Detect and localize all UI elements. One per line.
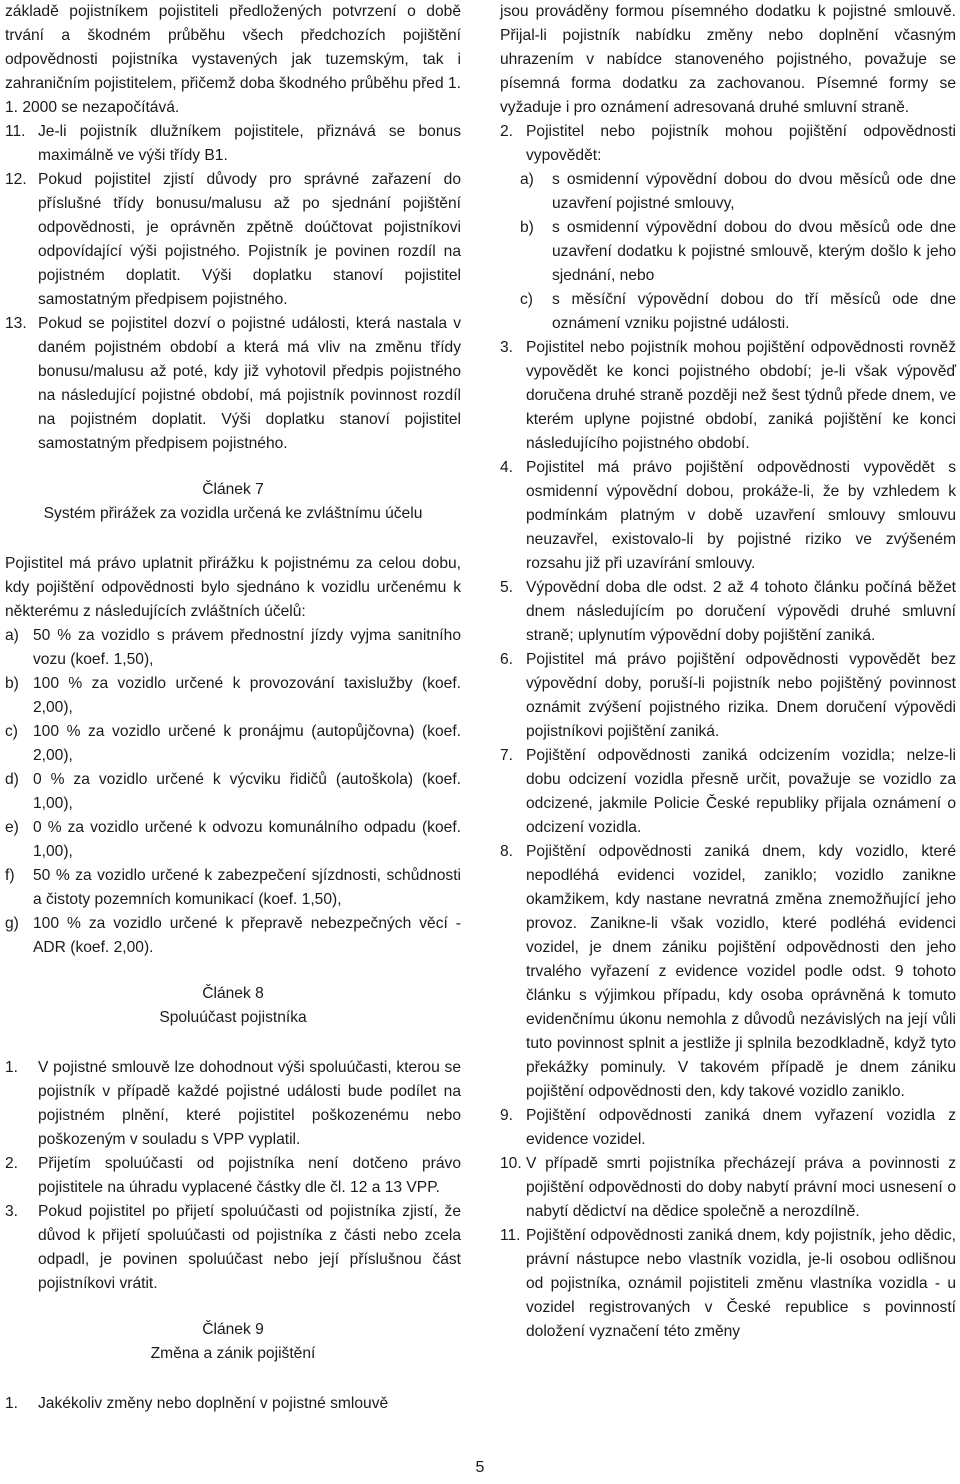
clause-text: Výpovědní doba dle odst. 2 až 4 tohoto článku počíná běžet dnem následujícím po doručení výpovědi druhé smluvní straně; uplynutím výpovědní doby pojištění zaniká. xyxy=(526,579,956,644)
item-text: 0 % za vozidlo určené k odvozu komunálního odpadu (koef. 1,00), xyxy=(33,819,461,860)
clause-item xyxy=(500,1152,956,1224)
continued-paragraph: základě pojistníkem pojistiteli předložených potvrzení o době trvání a škodném průběhu všech předchozích pojištění odpovědnosti pojistníka vystavených jak tuzemským, tak i zahraničním pojistitelem, přičemž doba škodného průběhu před 1. 1. 2000 se nezapočítává. xyxy=(5,3,461,116)
clause-text: Pokud pojistitel po přijetí spoluúčasti od pojistníka zjistí, že důvod k přijetí spoluúčasti od pojistníka z části nebo zcela odpadl, je povinen spoluúčast nebo její příslušnou část pojistníkovi vrátit. xyxy=(38,1203,461,1292)
clause-number: 5. xyxy=(500,579,514,596)
clause-text: Pojistitel má právo pojištění odpovědnosti vypovědět s osmidenní výpovědní dobou, prokáže-li, že by vzhledem k podmínkám platným v době uzavření smlouvy smlouvu neuzavřel, existovalo-li by pojistné riziko ve zvýšeném rozsahu již při uzavírání smlouvy. xyxy=(526,459,956,572)
clause-number: 12. xyxy=(5,171,27,188)
clause-item xyxy=(500,120,956,168)
item-letter: b) xyxy=(5,675,19,692)
item-text: 0 % za vozidlo určené k výcviku řidičů (autoškola) (koef. 1,00), xyxy=(33,771,461,812)
item-letter: c) xyxy=(520,291,533,308)
surcharge-item xyxy=(5,624,461,672)
clause-text: Pokud se pojistitel dozví o pojistné události, která nastala v daném pojistném období a která má vliv na změnu třídy bonusu/malusu až poté, kdy již vyhotovil předpis pojistného na následující pojistné období, má pojistník povinnost rozdíl na pojistném doplatit. Výši doplatku stanoví pojistitel samostatným předpisem pojistného. xyxy=(38,315,461,452)
continued-paragraph: jsou prováděny formou písemného dodatku k pojistné smlouvě. Přijal-li pojistník nabídku změny nebo doplnění včasným uhrazením v nabídce stanoveného pojistného, považuje se písemná forma dodatku za zachovanou. Písemné formy se vyžaduje i pro oznámení adresovaná druhé smluvní straně. xyxy=(500,3,956,116)
left-column xyxy=(5,0,461,1416)
article-8-title: Článek 8 xyxy=(202,985,264,1002)
clause-item xyxy=(500,744,956,840)
clause-number: 6. xyxy=(500,651,514,668)
item-letter: f) xyxy=(5,867,15,884)
clause-number: 13. xyxy=(5,315,27,332)
surcharge-item xyxy=(5,864,461,912)
article-7-subtitle: Systém přirážek za vozidla určená ke zvláštnímu účelu xyxy=(43,505,423,522)
clause-item xyxy=(5,1392,461,1416)
clause-text: V případě smrti pojistníka přecházejí práva a povinnosti z pojištění odpovědnosti do doby nabytí právní moci usnesení o nabytí dědictví na dědice společně a nerozdílně. xyxy=(526,1155,956,1220)
item-letter: a) xyxy=(520,171,534,188)
clause-item xyxy=(500,840,956,1104)
clause-number: 7. xyxy=(500,747,514,764)
item-text: 100 % za vozidlo určené k pronájmu (autopůjčovna) (koef. 2,00), xyxy=(33,723,461,764)
clause-number: 1. xyxy=(5,1059,19,1076)
clause-text: Je-li pojistník dlužníkem pojistitele, přiznává se bonus maximálně ve výši třídy B1. xyxy=(38,123,461,164)
clause-item xyxy=(5,1200,461,1296)
item-letter: a) xyxy=(5,627,19,644)
item-text: 50 % za vozidlo určené k zabezpečení sjízdnosti, schůdnosti a čistoty pozemních komunikací (koef. 1,50), xyxy=(33,867,461,908)
item-text: s osmidenní výpovědní dobou do dvou měsíců ode dne uzavření dodatku k pojistné smlouvě, kterým došlo k jeho sjednání, nebo xyxy=(552,219,956,284)
clause-text: Pojištění odpovědnosti zaniká odcizením vozidla; nelze-li dobu odcizení vozidla přesně určit, považuje se vozidlo za odcizené, jakmile Policie České republiky přijala oznámení o odcizení vozidla. xyxy=(526,747,956,836)
surcharge-item xyxy=(5,816,461,864)
article-9-subtitle: Změna a zánik pojištění xyxy=(150,1345,316,1362)
clause-text: Pojistitel má právo pojištění odpovědnosti vypovědět bez výpovědní doby, poruší-li pojistník nebo pojištěný povinnost oznámit zvýšení pojistného rizika. Dnem doručení výpovědi pojistníkovi pojištění zaniká. xyxy=(526,651,956,740)
clause-text: Jakékoliv změny nebo doplnění v pojistné smlouvě xyxy=(38,1395,389,1412)
clause-text: Pojištění odpovědnosti zaniká dnem vyřazení vozidla z evidence vozidel. xyxy=(526,1107,956,1148)
item-text: 100 % za vozidlo určené k provozování taxislužby (koef. 2,00), xyxy=(33,675,461,716)
clause-text: Pojištění odpovědnosti zaniká dnem, kdy vozidlo, které nepodléhá evidenci vozidel, zaniklo; vozidlo zanikne okamžikem, kdy nastane nevratná změna znemožňující jeho provoz. Zanikne-li však vozidlo, které podléhá evidenci vozidel, je dnem zániku pojištění odpovědnosti den jeho trvalého vyřazení z evidence vozidel podle odst. 9 tohoto článku s výjimkou případu, kdy osoba oprávněná k tomuto evidenčnímu úkonu nemohla z důvodů nezávislých na její vůli tuto povinnost splnit a jestliže ji splnila bezodkladně, když tyto překážky pominuly. V takovém případě je dnem zániku pojištění odpovědnosti den, kdy takové vozidlo zaniklo. xyxy=(526,843,956,1100)
clause-number: 8. xyxy=(500,843,514,860)
clause-number: 10. xyxy=(500,1155,522,1172)
item-letter: e) xyxy=(5,819,19,836)
article-7-title: Článek 7 xyxy=(202,481,264,498)
clause-number: 1. xyxy=(5,1395,19,1412)
surcharge-item xyxy=(5,672,461,720)
clause-number: 2. xyxy=(5,1155,19,1172)
clause-number: 3. xyxy=(5,1203,19,1220)
clause-item xyxy=(500,1224,956,1344)
item-text: s osmidenní výpovědní dobou do dvou měsíců ode dne uzavření pojistné smlouvy, xyxy=(552,171,956,212)
page-number: 5 xyxy=(475,1459,485,1476)
item-text: 50 % za vozidlo s právem přednostní jízdy vyjma sanitního vozu (koef. 1,50), xyxy=(33,627,461,668)
article-7-intro: Pojistitel má právo uplatnit přirážku k pojistnému za celou dobu, kdy pojištění odpovědnosti bylo sjednáno k vozidlu určenému k některému z následujících zvláštních účelů: xyxy=(5,555,461,620)
clause-item xyxy=(500,576,956,648)
item-letter: c) xyxy=(5,723,18,740)
clause-text: V pojistné smlouvě lze dohodnout výši spoluúčasti, kterou se pojistník v případě každé pojistné události bude podílet na pojistném plnění, které pojistitel poškozenému nebo poškozeným v souladu s VPP vyplatil. xyxy=(38,1059,461,1148)
clause-number: 2. xyxy=(500,123,514,140)
article-8-subtitle: Spoluúčast pojistníka xyxy=(159,1009,307,1026)
sub-item xyxy=(520,288,956,336)
clause-text: Pojištění odpovědnosti zaniká dnem, kdy pojistník, jeho dědic, právní nástupce nebo vlastník vozidla, je-li osobou odlišnou od pojistníka, oznámil pojistiteli změnu vlastníka vozidla - u vozidel registrovaných v České republice s povinností doložení vyznačení této změny xyxy=(526,1227,956,1340)
right-column xyxy=(500,0,956,1344)
item-text: s měsíční výpovědní dobou do tří měsíců ode dne oznámení vzniku pojistné události. xyxy=(552,291,956,332)
clause-item xyxy=(500,648,956,744)
surcharge-item xyxy=(5,912,461,960)
clause-text: Pojistitel nebo pojistník mohou pojištění odpovědnosti rovněž vypovědět ke konci pojistného období; je-li však výpověď doručena druhé straně později než šest týdnů přede dnem, ve kterém uplyne pojistné období, zaniká pojištění ke konci následujícího pojistného období. xyxy=(526,339,956,452)
clause-text: Přijetím spoluúčasti od pojistníka není dotčeno právo pojistitele na úhradu vyplacené částky dle čl. 12 a 13 VPP. xyxy=(38,1155,461,1196)
clause-text: Pojistitel nebo pojistník mohou pojištění odpovědnosti vypovědět: xyxy=(526,123,956,164)
clause-item xyxy=(5,1056,461,1152)
sub-item xyxy=(520,168,956,216)
surcharge-item xyxy=(5,768,461,816)
item-letter: b) xyxy=(520,219,534,236)
clause-item xyxy=(5,1152,461,1200)
clause-text: Pokud pojistitel zjistí důvody pro správné zařazení do příslušné třídy bonusu/malusu až po sjednání pojištění odpovědnosti, je oprávněn zpětně doúčtovat pojistníkovi odpovídající výši pojistného. Pojistník je povinen rozdíl na pojistném doplatit. Výši doplatku stanoví pojistitel samostatným předpisem pojistného. xyxy=(38,171,461,308)
clause-number: 3. xyxy=(500,339,514,356)
item-letter: g) xyxy=(5,915,19,932)
item-text: 100 % za vozidlo určené k přepravě nebezpečných věcí - ADR (koef. 2,00). xyxy=(33,915,461,956)
clause-number: 11. xyxy=(5,123,26,140)
clause-item xyxy=(500,456,956,576)
item-letter: d) xyxy=(5,771,19,788)
article-9-title: Článek 9 xyxy=(202,1321,264,1338)
clause-12 xyxy=(5,168,461,312)
clause-item xyxy=(500,336,956,456)
sub-item xyxy=(520,216,956,288)
clause-item xyxy=(500,1104,956,1152)
clause-number: 11. xyxy=(500,1227,521,1244)
clause-number: 4. xyxy=(500,459,514,476)
surcharge-item xyxy=(5,720,461,768)
clause-number: 9. xyxy=(500,1107,514,1124)
clause-11 xyxy=(5,120,461,168)
clause-13 xyxy=(5,312,461,456)
